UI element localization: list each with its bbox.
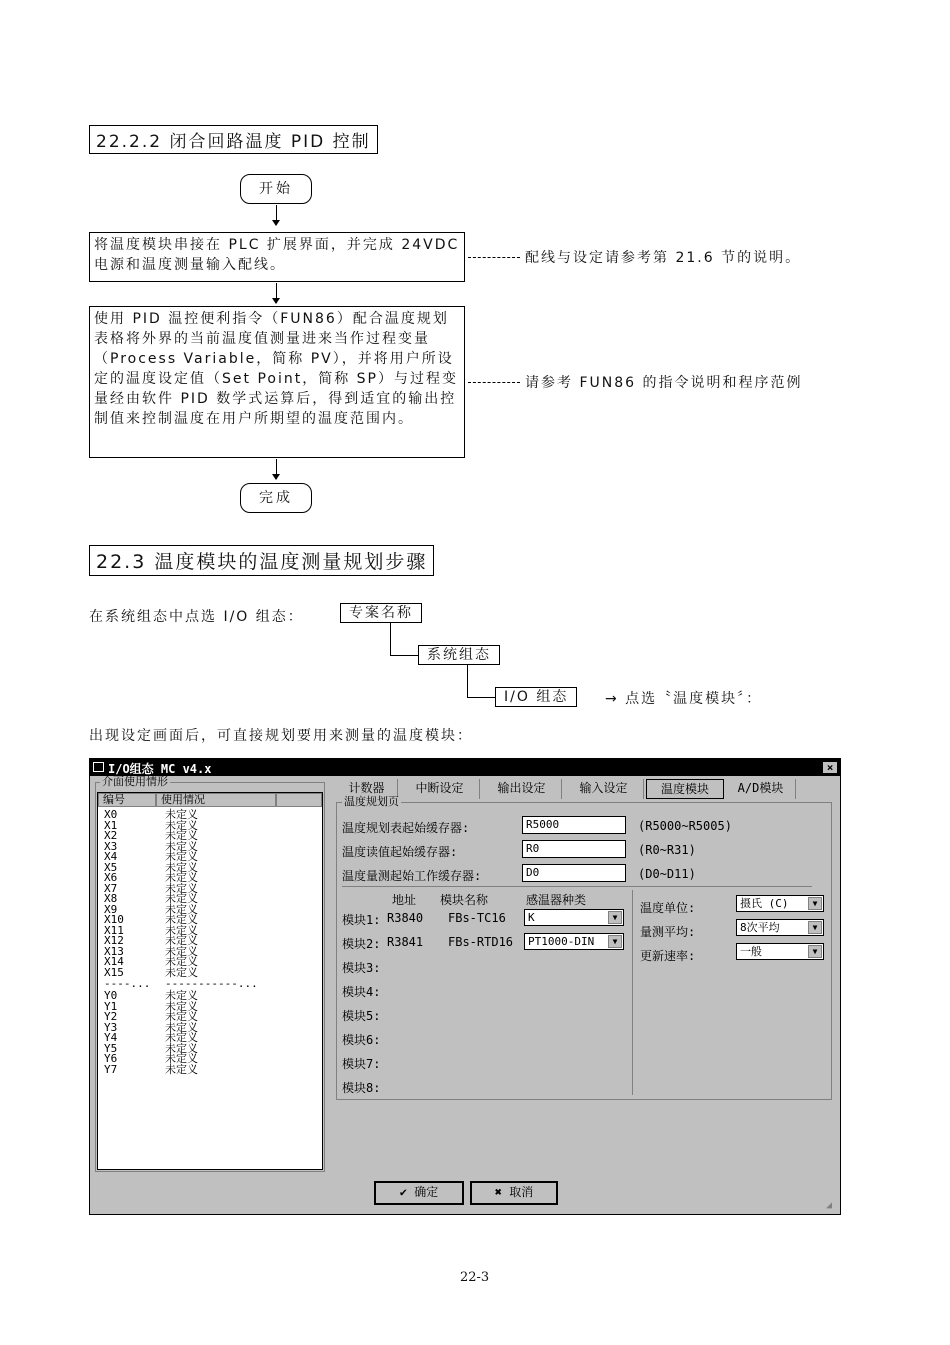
avg-value: 8次平均 [740,921,780,934]
list-item-id: X13 [104,944,124,958]
module-label: 模块6: [342,1033,381,1047]
reg2-label: 温度读值起始缓存器: [342,845,458,859]
list-item-use: 未定义 [165,989,198,1002]
app-icon [93,762,104,772]
list-item-use: 未定义 [165,808,198,821]
avg-label: 量测平均: [640,925,696,939]
list-item-id: Y0 [104,989,118,1002]
tab-3[interactable]: 输入设定 [564,779,644,799]
list-item[interactable] [104,1041,319,1055]
list-item-id: X15 [104,965,124,979]
flow-step-wiring: 将温度模块串接在 PLC 扩展界面，并完成 24VDC 电源和温度测量输入配线。 [89,232,465,282]
x-rows [104,810,319,978]
temp-page-label: 温度规划页 [344,795,399,808]
module-address: R3841 [387,935,424,949]
reg1-input[interactable]: R5000 [522,816,626,834]
list-item-use: 未定义 [165,934,198,947]
separator-use: -----------... [165,977,258,990]
hdr-sensor-type: 感温器种类 [526,893,587,907]
list-item-use: 未定义 [165,965,198,979]
tab-2[interactable]: 输出设定 [482,779,562,799]
module-name: FBs-TC16 [448,911,506,925]
panel-divider-h [342,886,812,887]
hdr-address: 地址 [392,893,417,907]
interface-usage-label: 介面使用情形 [102,775,168,788]
note-leader-2 [468,382,520,383]
menu-tree-line-3 [467,665,468,697]
cancel-label: 取消 [509,1185,534,1199]
list-item-use: 未定义 [165,999,198,1013]
list-item[interactable] [104,1033,319,1044]
module-rows [342,909,632,1099]
ok-button[interactable] [374,1181,464,1205]
list-item-id: X2 [104,829,118,842]
chevron-down-icon[interactable]: ▼ [608,935,622,948]
dialog-titlebar [90,759,840,776]
list-item[interactable] [104,831,319,842]
list-item-use: 未定义 [165,1031,198,1044]
list-item-id: Y7 [104,1062,118,1076]
list-item[interactable] [104,818,319,832]
list-item-id: X5 [104,860,118,874]
reg2-input[interactable]: R0 [522,840,626,858]
list-item[interactable] [104,860,319,874]
list-item[interactable] [104,839,319,853]
chevron-down-icon[interactable]: ▼ [608,911,622,924]
menu-tree-line-1 [390,623,391,655]
flow-arrow-2 [276,283,277,303]
list-item-id: Y2 [104,1010,118,1023]
list-item[interactable] [104,944,319,958]
menu-pick-text: → 点选〝温度模块〞： [605,691,763,707]
list-item-id: X4 [104,850,118,863]
list-item-use: 未定义 [165,913,198,926]
list-item-id: X8 [104,892,118,905]
resize-grip-icon[interactable]: ◢ [826,1200,833,1211]
list-item[interactable] [104,810,319,821]
list-item-id: X10 [104,913,124,926]
intro-text: 在系统组态中点选 I/O 组态： [89,609,304,625]
tab-5[interactable]: A/D模块 [726,779,796,799]
list-item-id: Y1 [104,999,118,1013]
section-title-temp: 22.3 温度模块的温度测量规划步骤 [89,545,434,576]
tab-0[interactable]: 计数器 [336,779,398,799]
note-fun86: 请参考 FUN86 的指令说明和程序范例 [525,375,803,391]
close-icon[interactable]: × [822,761,838,774]
module-label: 模块4: [342,985,381,999]
sensor-select[interactable] [524,933,624,950]
list-item-use: 未定义 [165,881,198,895]
list-item[interactable] [104,999,319,1013]
rate-select[interactable] [736,943,824,960]
flow-arrow-3 [276,459,277,479]
reg2-range: (R0~R31) [638,843,696,857]
list-item-use: 未定义 [165,892,198,905]
reg1-label: 温度规划表起始缓存器: [342,821,470,835]
menu-system-config: 系统组态 [418,645,500,665]
list-item[interactable] [104,1054,319,1065]
check-icon: ✔ [399,1185,415,1199]
sensor-value: K [528,911,535,924]
tab-1[interactable]: 中断设定 [400,779,480,799]
io-config-dialog [89,758,841,1215]
menu-tree-line-2 [390,655,418,656]
list-item-id: Y3 [104,1020,118,1034]
rate-value: 一般 [740,945,762,958]
list-item[interactable] [104,991,319,1002]
list-item[interactable] [104,957,319,968]
hdr-module-name: 模块名称 [440,893,489,907]
menu-io-config: I/O 组态 [495,687,577,707]
module-name: FBs-RTD16 [448,935,514,949]
rate-label: 更新速率: [640,949,696,963]
flow-step-pid: 使用 PID 温控便利指令（FUN86）配合温度规划表格将外界的当前温度值测量进来当作过程变量（Process Variable，简称 PV），并将用户所设定的温度设定值（Set Point，简称 SP）与过程变量经由软件 PID 数学式运算后，得到适宜的输出控制值来控制温度在用户所期望的温度范围内。 [89,306,465,458]
unit-select[interactable] [736,895,824,912]
sensor-value: PT1000-DIN [528,935,595,948]
dialog-title: I/O组态 MC v4.x [108,762,212,776]
menu-project-name: 专案名称 [340,603,422,623]
list-item[interactable] [104,923,319,937]
flow-end: 完成 [240,483,312,513]
list-item[interactable] [104,881,319,895]
reg3-input[interactable]: D0 [522,864,626,882]
list-item-use: 未定义 [165,944,198,958]
col-header-no[interactable]: 编号 [98,793,156,807]
list-item-use: 未定义 [165,829,198,842]
cross-icon: ✖ [494,1185,510,1199]
list-item-use: 未定义 [165,1052,198,1065]
list-item-use: 未定义 [165,1062,198,1076]
list-item[interactable] [104,936,319,947]
list-item-use: 未定义 [165,818,198,832]
list-item-use: 未定义 [165,923,198,937]
list-item-id: Y4 [104,1031,118,1044]
list-item-id: X14 [104,955,124,968]
avg-select[interactable] [736,919,824,936]
chevron-down-icon[interactable]: ▼ [808,897,822,910]
list-item-use: 未定义 [165,871,198,884]
list-item-use: 未定义 [165,1041,198,1055]
list-item-id: X3 [104,839,118,853]
list-item-id: X12 [104,934,124,947]
list-item-id: X7 [104,881,118,895]
list-item[interactable] [104,1062,319,1076]
after-text: 出现设定画面后，可直接规划要用来测量的温度模块： [89,728,473,744]
sensor-select[interactable] [524,909,624,926]
panel-divider-v [632,890,633,1095]
list-item-use: 未定义 [165,839,198,853]
list-item-id: X9 [104,902,118,916]
module-label: 模块1: [342,913,381,927]
note-leader-1 [468,257,520,258]
page-number: 22-3 [460,1270,490,1285]
y-rows [104,991,319,1075]
reg1-range: (R5000~R5005) [638,819,732,833]
list-item[interactable] [104,1012,319,1023]
list-item-id: X0 [104,808,118,821]
cancel-button[interactable] [470,1181,558,1205]
tab-4[interactable]: 温度模块 [646,779,724,799]
module-label: 模块7: [342,1057,381,1071]
list-item-id: Y6 [104,1052,118,1065]
menu-tree-line-4 [467,697,495,698]
flow-start: 开始 [240,174,312,204]
module-label: 模块5: [342,1009,381,1023]
list-item-id: X11 [104,923,124,937]
list-item-use: 未定义 [165,850,198,863]
module-address: R3840 [387,911,424,925]
col-header-use[interactable]: 使用情况 [156,793,276,807]
list-item-use: 未定义 [165,902,198,916]
tab-strip [336,779,806,799]
reg3-range: (D0~D11) [638,867,696,881]
list-item-id: X6 [104,871,118,884]
module-label: 模块3: [342,961,381,975]
usage-listbox[interactable] [97,792,323,1170]
chevron-down-icon[interactable]: ▼ [808,921,822,934]
unit-label: 温度单位: [640,901,696,915]
flow-arrow-1 [276,205,277,225]
list-item[interactable] [104,894,319,905]
list-item[interactable] [104,915,319,926]
separator-no: ----... [104,977,151,990]
list-item[interactable] [104,1020,319,1034]
list-item-use: 未定义 [165,955,198,968]
list-item[interactable] [104,852,319,863]
list-item-use: 未定义 [165,1020,198,1034]
reg3-label: 温度量测起始工作缓存器: [342,869,482,883]
unit-value: 摄氏 (C) [740,897,789,910]
module-label: 模块2: [342,937,381,951]
chevron-down-icon[interactable]: ▼ [808,945,822,958]
list-item-id: Y5 [104,1041,118,1055]
section-title-pid: 22.2.2 闭合回路温度 PID 控制 [89,125,378,154]
list-item[interactable] [104,902,319,916]
col-header-blank [276,793,322,807]
note-wiring: 配线与设定请参考第 21.6 节的说明。 [525,250,802,266]
ok-label: 确定 [414,1185,439,1199]
list-item-use: 未定义 [165,1010,198,1023]
list-item[interactable] [104,873,319,884]
module-label: 模块8: [342,1081,381,1095]
list-item-use: 未定义 [165,860,198,874]
list-item-id: X1 [104,818,118,832]
